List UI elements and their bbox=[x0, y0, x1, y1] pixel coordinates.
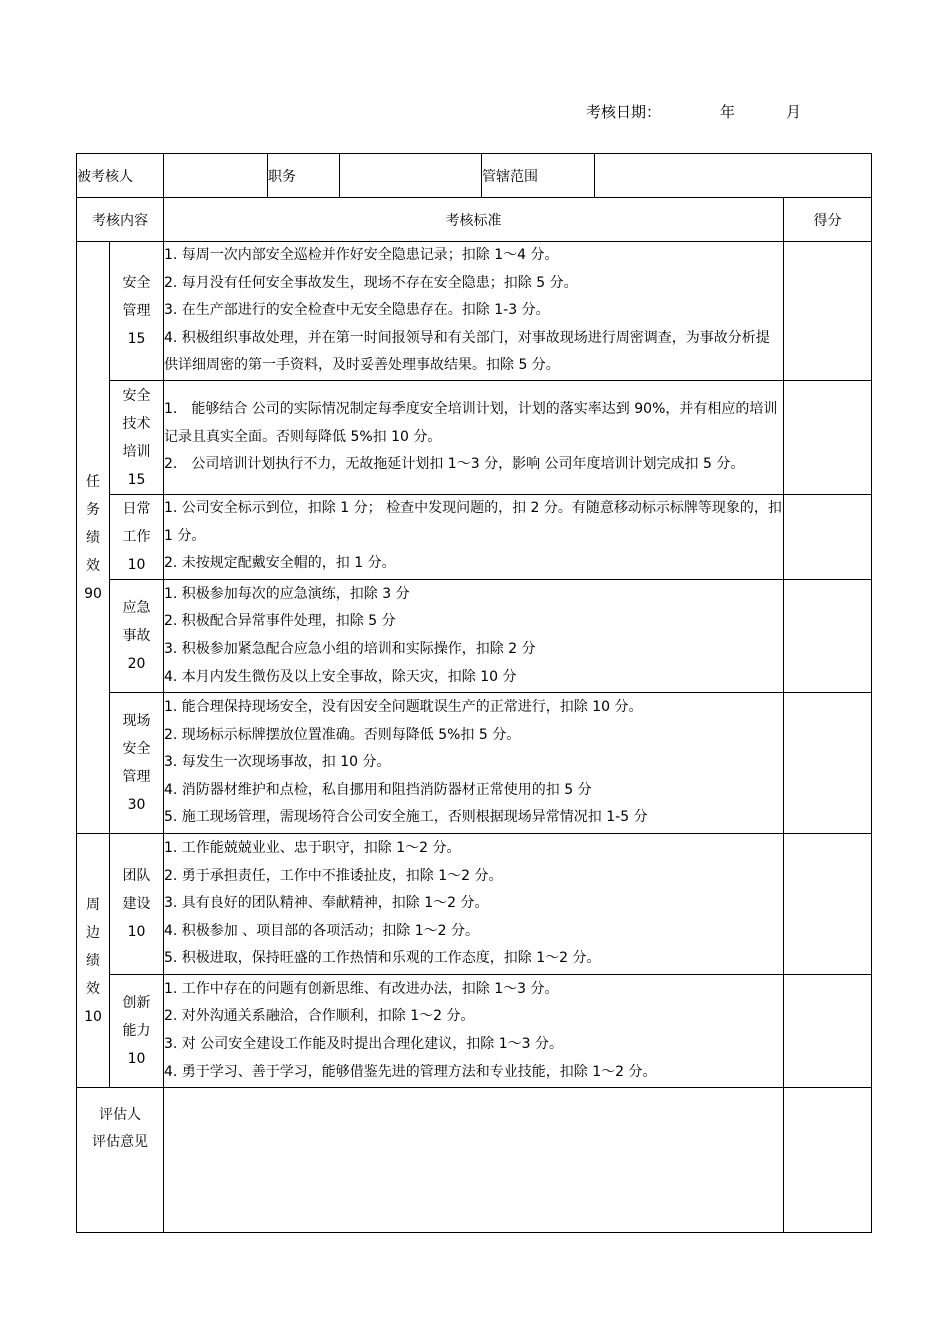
list-item: 1. 能合理保持现场安全，没有因安全问题耽误生产的正常进行，扣除 10 分。 bbox=[164, 699, 643, 716]
content-column-header: 考核内容 bbox=[77, 198, 164, 242]
section-label-daily-work: 日常 工作 10 bbox=[110, 495, 164, 580]
criteria-daily-work bbox=[164, 495, 784, 580]
list-item: 1. 公司安全标示到位，扣除 1 分； 检查中发现问题的，扣 2 分。有随意移动标示标牌等现象的，扣 1 分。 bbox=[164, 500, 782, 544]
assessment-date-line bbox=[586, 101, 802, 122]
criteria-innovation bbox=[164, 975, 784, 1088]
list-item: 2. 现场标示标牌摆放位置准确。否则每降低 5%扣 5 分。 bbox=[164, 726, 521, 743]
score-cell-safety-training[interactable] bbox=[784, 381, 872, 495]
score-cell-innovation[interactable] bbox=[784, 975, 872, 1088]
score-cell-safety-management[interactable] bbox=[784, 242, 872, 381]
header-row-columns bbox=[77, 198, 872, 242]
evaluator-label: 评估人 评估意见 bbox=[77, 1088, 164, 1233]
list-item: 3. 在生产部进行的安全检查中无安全隐患存在。扣除 1-3 分。 bbox=[164, 302, 550, 319]
criteria-safety-training bbox=[164, 381, 784, 495]
date-month-label: 月 bbox=[786, 103, 802, 121]
section-row-site-safety bbox=[77, 693, 872, 834]
list-item: 4. 消防器材维护和点检，私自挪用和阻挡消防器材正常使用的扣 5 分 bbox=[164, 781, 592, 798]
section-row-emergency bbox=[77, 580, 872, 693]
task-performance-label: 任 务 绩 效 90 bbox=[77, 242, 110, 834]
section-row-team-building bbox=[77, 834, 872, 975]
section-row-daily-work bbox=[77, 495, 872, 580]
score-cell-site-safety[interactable] bbox=[784, 693, 872, 834]
date-year-label: 年 bbox=[720, 103, 736, 121]
list-item: 2. 积极配合异常事件处理，扣除 5 分 bbox=[164, 613, 396, 630]
evaluator-score-cell[interactable] bbox=[784, 1088, 872, 1233]
scope-value-cell[interactable] bbox=[595, 154, 872, 198]
list-item: 3. 积极参加紧急配合应急小组的培训和实际操作，扣除 2 分 bbox=[164, 641, 536, 657]
criteria-safety-management bbox=[164, 242, 784, 381]
list-item: 5. 施工现场管理，需现场符合公司安全施工，否则根据现场异常情况扣 1-5 分 bbox=[164, 809, 648, 826]
list-item: 1. 积极参加每次的应急演练，扣除 3 分 bbox=[164, 585, 410, 602]
list-item: 3. 对 公司安全建设工作能及时提出合理化建议，扣除 1～3 分。 bbox=[164, 1036, 563, 1052]
list-item: 1. 工作能兢兢业业、忠于职守，扣除 1～2 分。 bbox=[164, 840, 461, 857]
score-cell-team-building[interactable] bbox=[784, 834, 872, 975]
criteria-team-building bbox=[164, 834, 784, 975]
section-label-emergency: 应急 事故 20 bbox=[110, 580, 164, 693]
list-item: 4. 积极组织事故处理，并在第一时间报领导和有关部门，对事故现场进行周密调查，为事故分析提供详细周密的第一手资料，及时妥善处理事故结果。扣除 5 分。 bbox=[164, 329, 770, 374]
list-item: 1. 每周一次内部安全巡检并作好安全隐患记录；扣除 1～4 分。 bbox=[164, 247, 559, 264]
assessment-form-table bbox=[76, 153, 872, 1233]
list-item: 2. 未按规定配戴安全帽的，扣 1 分。 bbox=[164, 555, 396, 572]
scope-label: 管辖范围 bbox=[482, 154, 595, 198]
score-cell-emergency[interactable] bbox=[784, 580, 872, 693]
assessee-label: 被考核人 bbox=[77, 154, 164, 198]
position-value-cell[interactable] bbox=[340, 154, 482, 198]
standard-column-header: 考核标准 bbox=[164, 198, 784, 242]
header-row-info bbox=[77, 154, 872, 198]
list-item: 4. 本月内发生微伤及以上安全事故，除天灾，扣除 10 分 bbox=[164, 668, 517, 685]
list-item: 5. 积极进取，保持旺盛的工作热情和乐观的工作态度，扣除 1～2 分。 bbox=[164, 950, 601, 967]
list-item: 2. 勇于承担责任，工作中不推诿扯皮，扣除 1～2 分。 bbox=[164, 867, 503, 884]
date-label: 考核日期： bbox=[586, 103, 662, 121]
section-row-innovation bbox=[77, 975, 872, 1088]
section-label-safety-management: 安全 管理 15 bbox=[110, 242, 164, 381]
criteria-emergency bbox=[164, 580, 784, 693]
evaluator-row bbox=[77, 1088, 872, 1233]
section-row-safety-management bbox=[77, 242, 872, 381]
section-label-site-safety: 现场 安全 管理 30 bbox=[110, 693, 164, 834]
list-item: 1． 能够结合 公司的实际情况制定每季度安全培训计划，计划的落实率达到 90%，并有相应的培训记录且真实全面。否则每降低 5%扣 10 分。 bbox=[164, 401, 778, 445]
list-item: 1. 工作中存在的问题有创新思维、有改进办法，扣除 1～3 分。 bbox=[164, 980, 559, 997]
section-row-safety-training bbox=[77, 381, 872, 495]
list-item: 2. 对外沟通关系融洽，合作顺利，扣除 1～2 分。 bbox=[164, 1008, 475, 1025]
list-item: 3. 具有良好的团队精神、奉献精神，扣除 1～2 分。 bbox=[164, 895, 489, 912]
section-label-innovation: 创新 能力 10 bbox=[110, 975, 164, 1088]
list-item: 4. 勇于学习、善于学习，能够借鉴先进的管理方法和专业技能，扣除 1～2 分。 bbox=[164, 1063, 657, 1080]
peripheral-performance-label: 周 边 绩 效 10 bbox=[77, 834, 110, 1088]
position-label: 职务 bbox=[268, 154, 340, 198]
list-item: 2． 公司培训计划执行不力，无故拖延计划扣 1～3 分，影响 公司年度培训计划完成扣 5 分。 bbox=[164, 456, 745, 473]
score-column-header: 得分 bbox=[784, 198, 872, 242]
list-item: 3. 每发生一次现场事故，扣 10 分。 bbox=[164, 754, 391, 771]
section-label-team-building: 团队 建设 10 bbox=[110, 834, 164, 975]
list-item: 4. 积极参加 、项目部的各项活动；扣除 1～2 分。 bbox=[164, 922, 479, 939]
criteria-site-safety bbox=[164, 693, 784, 834]
score-cell-daily-work[interactable] bbox=[784, 495, 872, 580]
evaluator-opinion-cell[interactable] bbox=[164, 1088, 784, 1233]
assessee-value-cell[interactable] bbox=[164, 154, 268, 198]
section-label-safety-training: 安全 技术 培训 15 bbox=[110, 381, 164, 495]
list-item: 2. 每月没有任何安全事故发生，现场不存在安全隐患；扣除 5 分。 bbox=[164, 274, 578, 291]
